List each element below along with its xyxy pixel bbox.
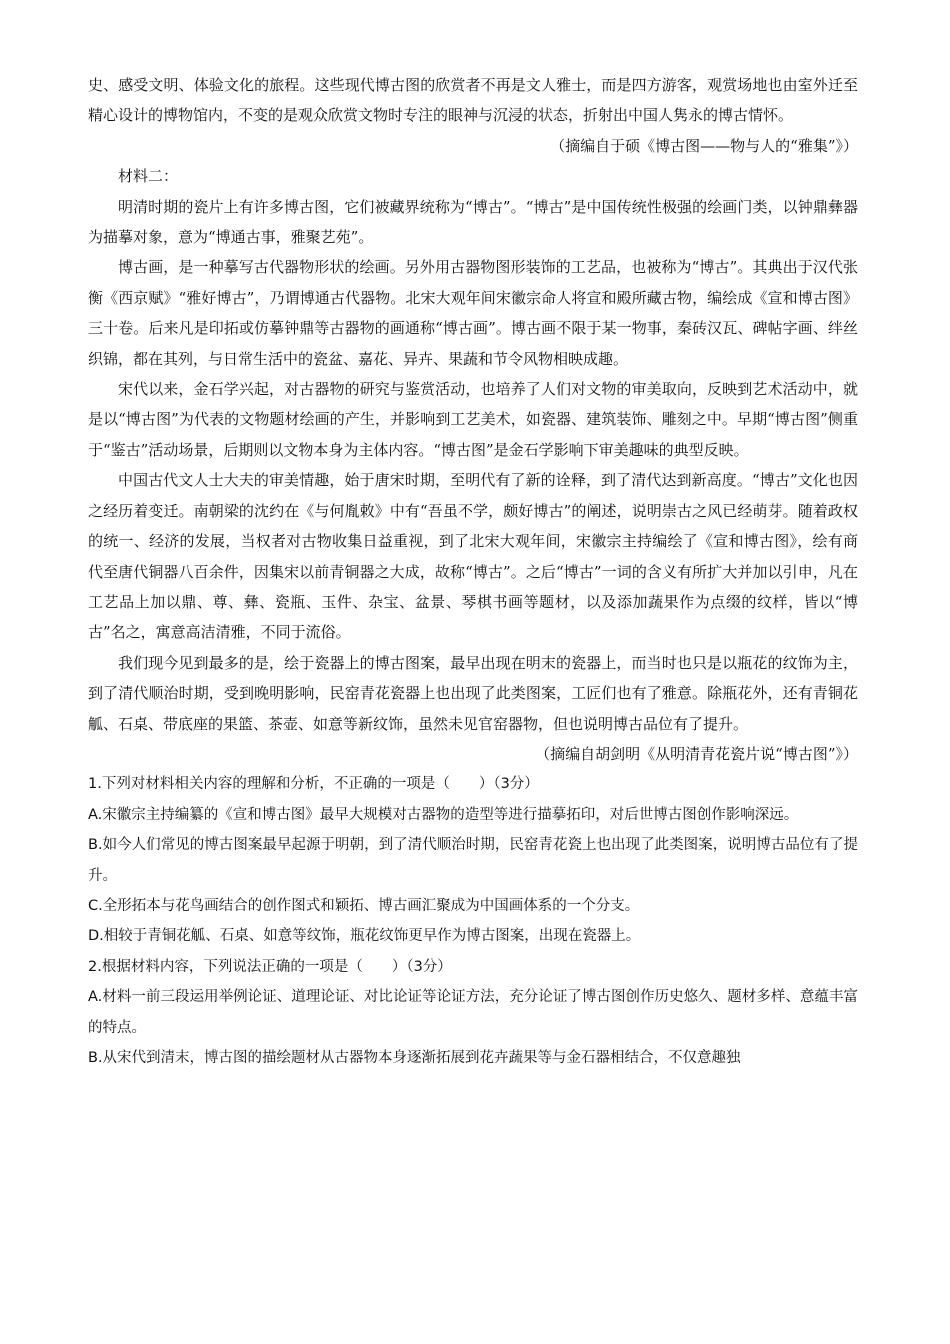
question-1-option-b: B.如今人们常见的博古图案最早起源于明朝，到了清代顺治时期，民窑青花瓷上也出现了此类图案，说明博古品位有了提升。 bbox=[88, 837, 858, 884]
document-page bbox=[88, 70, 858, 1073]
source-citation-1: （摘编自于硕《博古图——物与人的“雅集”》） bbox=[550, 136, 858, 155]
question-2-stem: 2.根据材料内容，下列说法正确的一项是（ ）（3分） bbox=[88, 958, 452, 975]
material1-tail-paragraph: 史、感受文明、体验文化的旅程。这些现代博古图的欣赏者不再是文人雅士，而是四方游客，观赏场地也由室外迁至精心设计的博物馆内，不变的是观众欣赏文物时专注的眼神与沉浸的状态，折射出中国人隽永的博古情怀。 bbox=[88, 76, 858, 125]
material2-heading: 材料二： bbox=[118, 167, 179, 186]
question-1-option-d: D.相较于青铜花觚、石桌、如意等纹饰，瓶花纹饰更早作为博古图案，出现在瓷器上。 bbox=[88, 928, 641, 945]
question-1-stem: 1.下列对材料相关内容的理解和分析，不正确的一项是（ ）（3分） bbox=[88, 776, 539, 793]
material2-paragraph-2: 博古画，是一种摹写古代器物形状的绘画。另外用古器物图形装饰的工艺品，也被称为“博古”。其典出于汉代张衡《西京赋》“雅好博古”，乃谓博通古代器物。北宋大观年间宋徽宗命人将宣和殿所藏古物，编绘成《宣和博古图》三十卷。后来凡是印拓或仿摹钟鼎等古器物的画通称“博古画”。博古画不限于某一物事，秦砖汉瓦、碑帖字画、绊丝织锦，都在其列，与日常生活中的瓷盆、嘉花、异卉、果蔬和节令风物相映成趣。 bbox=[88, 258, 858, 368]
question-2-option-b: B.从宋代到清末，博古图的描绘题材从古器物本身逐渐拓展到花卉蔬果等与金石器相结合，不仅意趣独 bbox=[88, 1050, 741, 1066]
material2-paragraph-1: 明清时期的瓷片上有许多博古图，它们被藏界统称为“博古”。“博古”是中国传统性极强的绘画门类，以钟鼎彝器为描摹对象，意为“博通古事，雅聚艺苑”。 bbox=[88, 197, 858, 247]
material2-paragraph-3: 宋代以来，金石学兴起，对古器物的研究与鉴赏活动，也培养了人们对文物的审美取向，反映到艺术活动中，就是以“博古图”为代表的文物题材绘画的产生，并影响到工艺美术，如瓷器、建筑装饰、雕刻之中。早期“博古图”侧重于“鉴古”活动场景，后期则以文物本身为主体内容。“博古图”是金石学影响下审美趣味的典型反映。 bbox=[88, 380, 858, 459]
question-1-option-a: A.宋徽宗主持编纂的《宣和博古图》最早大规模对古器物的造型等进行描摹拓印，对后世博古图创作影响深远。 bbox=[88, 806, 799, 823]
question-2-option-a: A.材料一前三段运用举例论证、道理论证、对比论证等论证方法，充分论证了博古图创作历史悠久、题材多样、意蕴丰富的特点。 bbox=[88, 989, 858, 1036]
material2-paragraph-4: 中国古代文人士大夫的审美情趣，始于唐宋时期，至明代有了新的诠释，到了清代达到新高度。“博古”文化也因之经历着变迁。南朝梁的沈约在《与何胤敕》中有“吾虽不学，颇好博古”的阐述，说明崇古之风已经萌芽。随着政权的统一、经济的发展，当权者对古物收集日益重视，到了北宋大观年间，宋徽宗主持编绘了《宣和博古图》，绘有商代至唐代铜器八百余件，因集宋以前青铜器之大成，故称“博古”。之后“博古”一词的含义有所扩大并加以引申，凡在工艺品上加以鼎、尊、彝、瓷瓶、玉件、杂宝、盆景、琴棋书画等题材，以及添加蔬果作为点缀的纹样，皆以“博古”名之，寓意高洁清雅，不同于流俗。 bbox=[88, 471, 858, 642]
question-1-option-c: C.全形拓本与花鸟画结合的创作图式和颖拓、博古画汇聚成为中国画体系的一个分支。 bbox=[88, 897, 640, 914]
material2-paragraph-5: 我们现今见到最多的是，绘于瓷器上的博古图案，最早出现在明末的瓷器上，而当时也只是以瓶花的纹饰为主，到了清代顺治时期，受到晚明影响，民窑青花瓷器上也出现了此类图案，工匠们也有了雅意。除瓶花外，还有青铜花觚、石桌、带底座的果篮、茶壶、如意等新纹饰，虽然未见官窑器物，但也说明博古品位有了提升。 bbox=[88, 653, 858, 733]
source-citation-2: （摘编自胡剑明《从明清青花瓷片说“博古图”》） bbox=[535, 744, 858, 763]
